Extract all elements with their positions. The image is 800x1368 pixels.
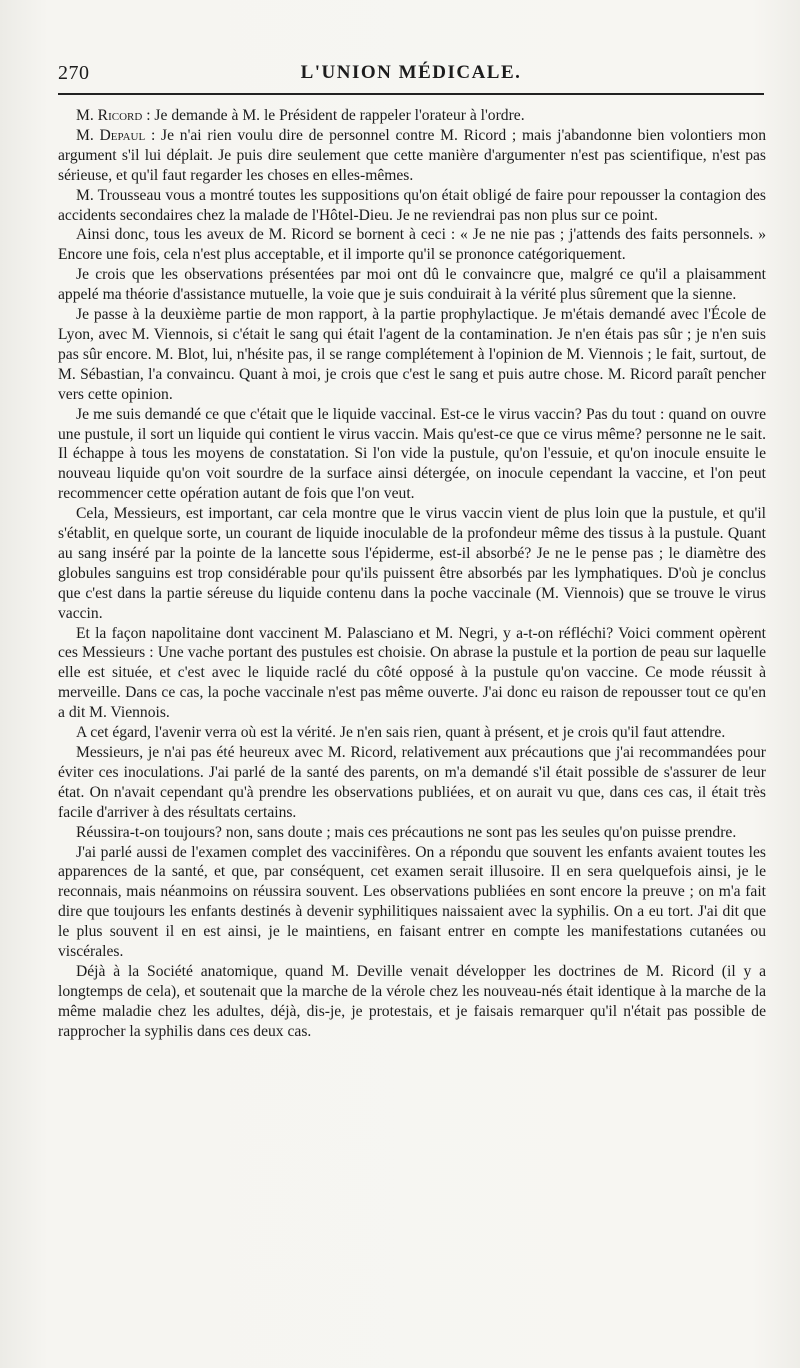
paragraph-text: Ainsi donc, tous les aveux de M. Ricord se bornent à ceci : « Je ne nie pas ; j'attends des faits personnels. » Encore une fois, cela n'est plus acceptable, et il importe qu'il se prononce catégoriquement. (58, 226, 766, 264)
paragraph-text: M. Trousseau vous a montré toutes les suppositions qu'on était obligé de faire pour repousser la contagion des accidents secondaires chez la malade de l'Hôtel-Dieu. Je ne reviendrai pas non plus sur ce point. (58, 186, 766, 224)
paragraph-text: Je passe à la deuxième partie de mon rapport, à la partie prophylactique. Je m'étais demandé avec l'École de Lyon, avec M. Viennois, si c'était le sang qui était l'agent de la contamination. Je n'en étais pas sûr ; je n'en suis pas sûr encore. M. Blot, lui, n'hésite pas, il se range complétement à l'opinion de M. Viennois ; le fait, surtout, de M. Sébastian, l'a convaincu. Quant à moi, je crois que c'est le sang et puis autre chose. M. Ricord paraît pencher vers cette opinion. (58, 306, 766, 403)
speaker-name: M. Ricord (76, 107, 143, 124)
paragraph (58, 723, 766, 743)
page-header (58, 60, 764, 90)
paragraph-text: Je crois que les observations présentées par moi ont dû le convaincre que, malgré ce qu'il a plaisamment appelé ma théorie d'assistance mutuelle, la voie que je suis conduirait à la vérité plus sûrement que la sienne. (58, 266, 766, 304)
paragraph-text: Je me suis demandé ce que c'était que le liquide vaccinal. Est-ce le virus vaccin? Pas du tout : quand on ouvre une pustule, il sort un liquide qui contient le virus vaccin. Mais qu'est-ce que ce virus même? personne ne le sait. Il échappe à tous les moyens de constatation. Si l'on vide la pustule, qu'on l'essuie, et qu'on inocule ensuite le nouveau liquide qu'on voit sourdre de la surface ainsi détergée, on inocule cependant la vaccine, et l'on peut recommencer cette opération autant de fois que l'on veut. (58, 405, 766, 503)
paragraph-text: Déjà à la Société anatomique, quand M. Deville venait développer les doctrines de M. Ricord (il y a longtemps de cela), et soutenait que la marche de la vérole chez les nouveau-nés était identique à la marche de la même maladie chez les adultes, déjà, dis-je, je protestais, et je faisais remarquer qu'il n'était pas possible de rapprocher la syphilis dans ces deux cas. (58, 962, 766, 1040)
paragraph-text: Et la façon napolitaine dont vaccinent M. Palasciano et M. Negri, y a-t-on réfléchi? Voici comment opèrent ces Messieurs : Une vache portant des pustules est choisie. On abrase la pustule et la portion de peau sur laquelle elle est située, et c'est avec le liquide raclé du côté opposé à la pustule qu'on vaccine. Ce mode réussit à merveille. Dans ce cas, la poche vaccinale n'est pas même ouverte. J'ai donc eu raison de repousser tout ce qu'en a dit M. Viennois. (58, 624, 766, 722)
paragraph-text: : Je n'ai rien voulu dire de personnel contre M. Ricord ; mais j'abandonne bien volontiers mon argument s'il lui déplait. Je puis dire seulement que cette manière d'argumenter n'est pas scientifique, n'est pas sérieuse, et qu'il faut regarder les choses en elles-mêmes. (58, 126, 767, 184)
paragraph (58, 186, 766, 226)
paragraph (58, 504, 766, 623)
paragraph (58, 743, 766, 823)
running-title: L'UNION MÉDICALE. (300, 62, 522, 83)
paragraph (58, 823, 766, 843)
paragraph (58, 962, 766, 1042)
header-rule (58, 93, 764, 95)
paragraph-text: A cet égard, l'avenir verra où est la vérité. Je n'en sais rien, quant à présent, et je crois qu'il faut attendre. (76, 724, 726, 742)
paragraph (58, 106, 766, 126)
speaker-name: M. Depaul (76, 126, 146, 144)
paragraph-text: Messieurs, je n'ai pas été heureux avec M. Ricord, relativement aux précautions que j'ai recommandées pour éviter ces inoculations. J'ai parlé de la santé des parents, on m'a demandé s'il était possible de s'assurer de leur état. On n'avait cependant qu'à prendre les observations publiées, et on aurait vu que, dans ces cas, il était très facile d'arriver à des résultats certains. (58, 744, 766, 821)
paragraph (58, 624, 766, 724)
paragraph (58, 305, 766, 405)
paragraph (58, 843, 766, 962)
paragraph-text: J'ai parlé aussi de l'examen complet des vaccinifères. On a répondu que souvent les enfants avaient toutes les apparences de la santé, et que, par conséquent, cet examen serait illusoire. Il en sera quelquefois ainsi, je le reconnais, mais néanmoins on réussira souvent. Les observations publiées en sont encore la preuve ; on m'a fait dire que toujours les enfants destinés à devenir syphilitiques naissaient avec la syphilis. On a eu tort. J'ai dit que le plus souvent il en est ainsi, je le maintiens, en faisant entrer en compte les manifestations cutanées ou viscérales. (58, 843, 766, 961)
paragraph-text: : Je demande à M. le Président de rappeler l'orateur à l'ordre. (142, 107, 525, 124)
paragraph-text: Réussira-t-on toujours? non, sans doute ; mais ces précautions ne sont pas les seules qu'on puisse prendre. (76, 823, 737, 841)
paragraph (58, 265, 766, 305)
paragraph (58, 405, 766, 505)
body-text (58, 106, 766, 1042)
page-number: 270 (58, 62, 90, 84)
paragraph-text: Cela, Messieurs, est important, car cela montre que le virus vaccin vient de plus loin que la pustule, et qu'il s'établit, en quelque sorte, un courant de liquide inoculable de la profondeur même des tissus à la pustule. Quant au sang inséré par la pointe de la lancette sous l'épiderme, est-il absorbé? Je ne le pense pas ; le diamètre des globules sanguins est trop considérable pour qu'ils puissent être absorbés par les lymphatiques. D'où je conclus que c'est dans la partie séreuse du liquide contenu dans la poche vaccinale (M. Viennois) que se trouve le virus vaccin. (58, 505, 766, 622)
paragraph (58, 126, 766, 186)
paragraph (58, 225, 766, 265)
